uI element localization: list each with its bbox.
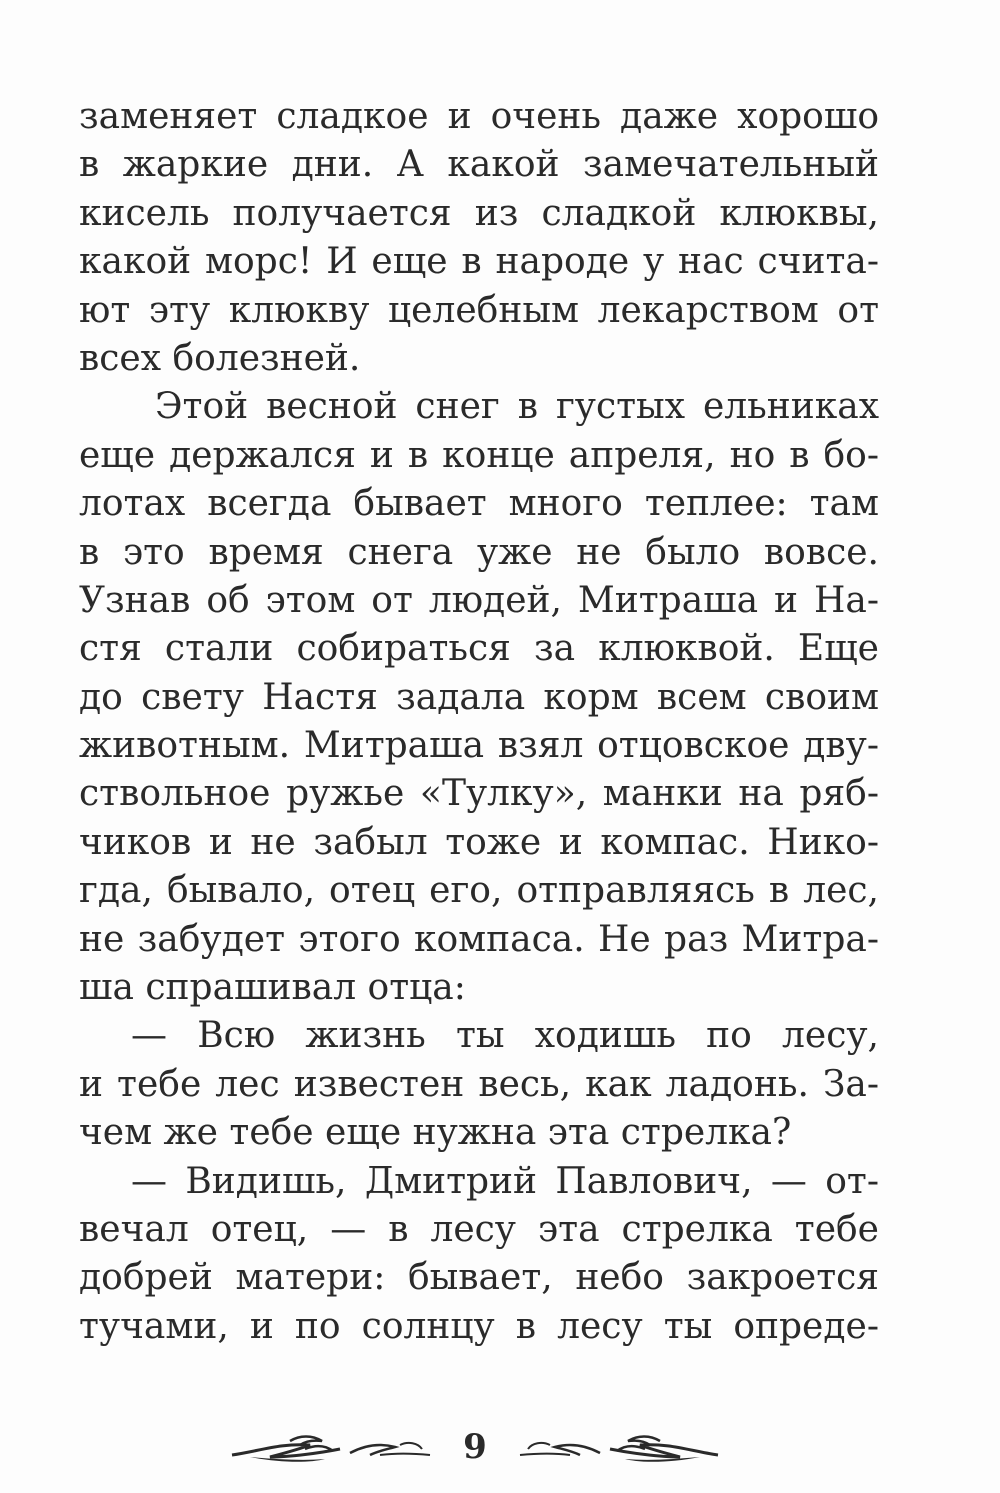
text-line: в это время снега уже не было вовсе. [79,531,879,573]
text-line: лотах всегда бывает много теплее: там [79,483,879,525]
page-number: 9 [463,1427,487,1467]
text-line: какой морс! И еще в народе у нас счита- [79,241,879,283]
text-line: до свету Настя задала корм всем своим [79,676,879,718]
text-line: ша спрашивал отца: [79,967,466,1009]
text-line: в жаркие дни. А какой замечательный [79,144,879,186]
text-line: ствольное ружье «Тулку», манки на ряб- [79,773,879,815]
text-line: и тебе лес известен весь, как ладонь. За- [79,1063,879,1105]
text-line: тучами, и по солнцу в лесу ты опреде- [79,1305,879,1347]
text-line: животным. Митраша взял отцовское дву- [79,725,879,767]
page-footer [230,1425,720,1475]
text-line: — Видишь, Дмитрий Павлович, — от- [131,1160,879,1202]
text-line: кисель получается из сладкой клюквы, [79,192,879,234]
text-line: не забудет этого компаса. Не раз Митра- [79,918,879,960]
text-line: ют эту клюкву целебным лекарством от [79,289,879,331]
text-line: вечал отец, — в лесу эта стрелка тебе [79,1208,879,1250]
text-line: заменяет сладкое и очень даже хорошо [79,96,879,137]
text-line: чем же тебе еще нужна эта стрелка? [79,1112,792,1154]
text-line: Узнав об этом от людей, Митраша и На- [79,579,879,621]
text-line: чиков и не забыл тоже и компас. Нико- [79,821,879,863]
text-line: еще держался и в конце апреля, но в бо- [79,434,879,476]
text-line: Этой весной снег в густых ельниках [155,386,879,428]
text-line: всех болезней. [79,337,361,379]
text-line: гда, бывало, отец его, отправляясь в лес, [79,870,879,912]
flourish-ornament-icon [510,1431,720,1467]
text-line: добрей матери: бывает, небо закроется [79,1257,879,1299]
page-text [79,93,879,1351]
text-line: стя стали собираться за клюквой. Еще [79,628,879,670]
text-line: — Всю жизнь ты ходишь по лесу, [131,1015,879,1057]
